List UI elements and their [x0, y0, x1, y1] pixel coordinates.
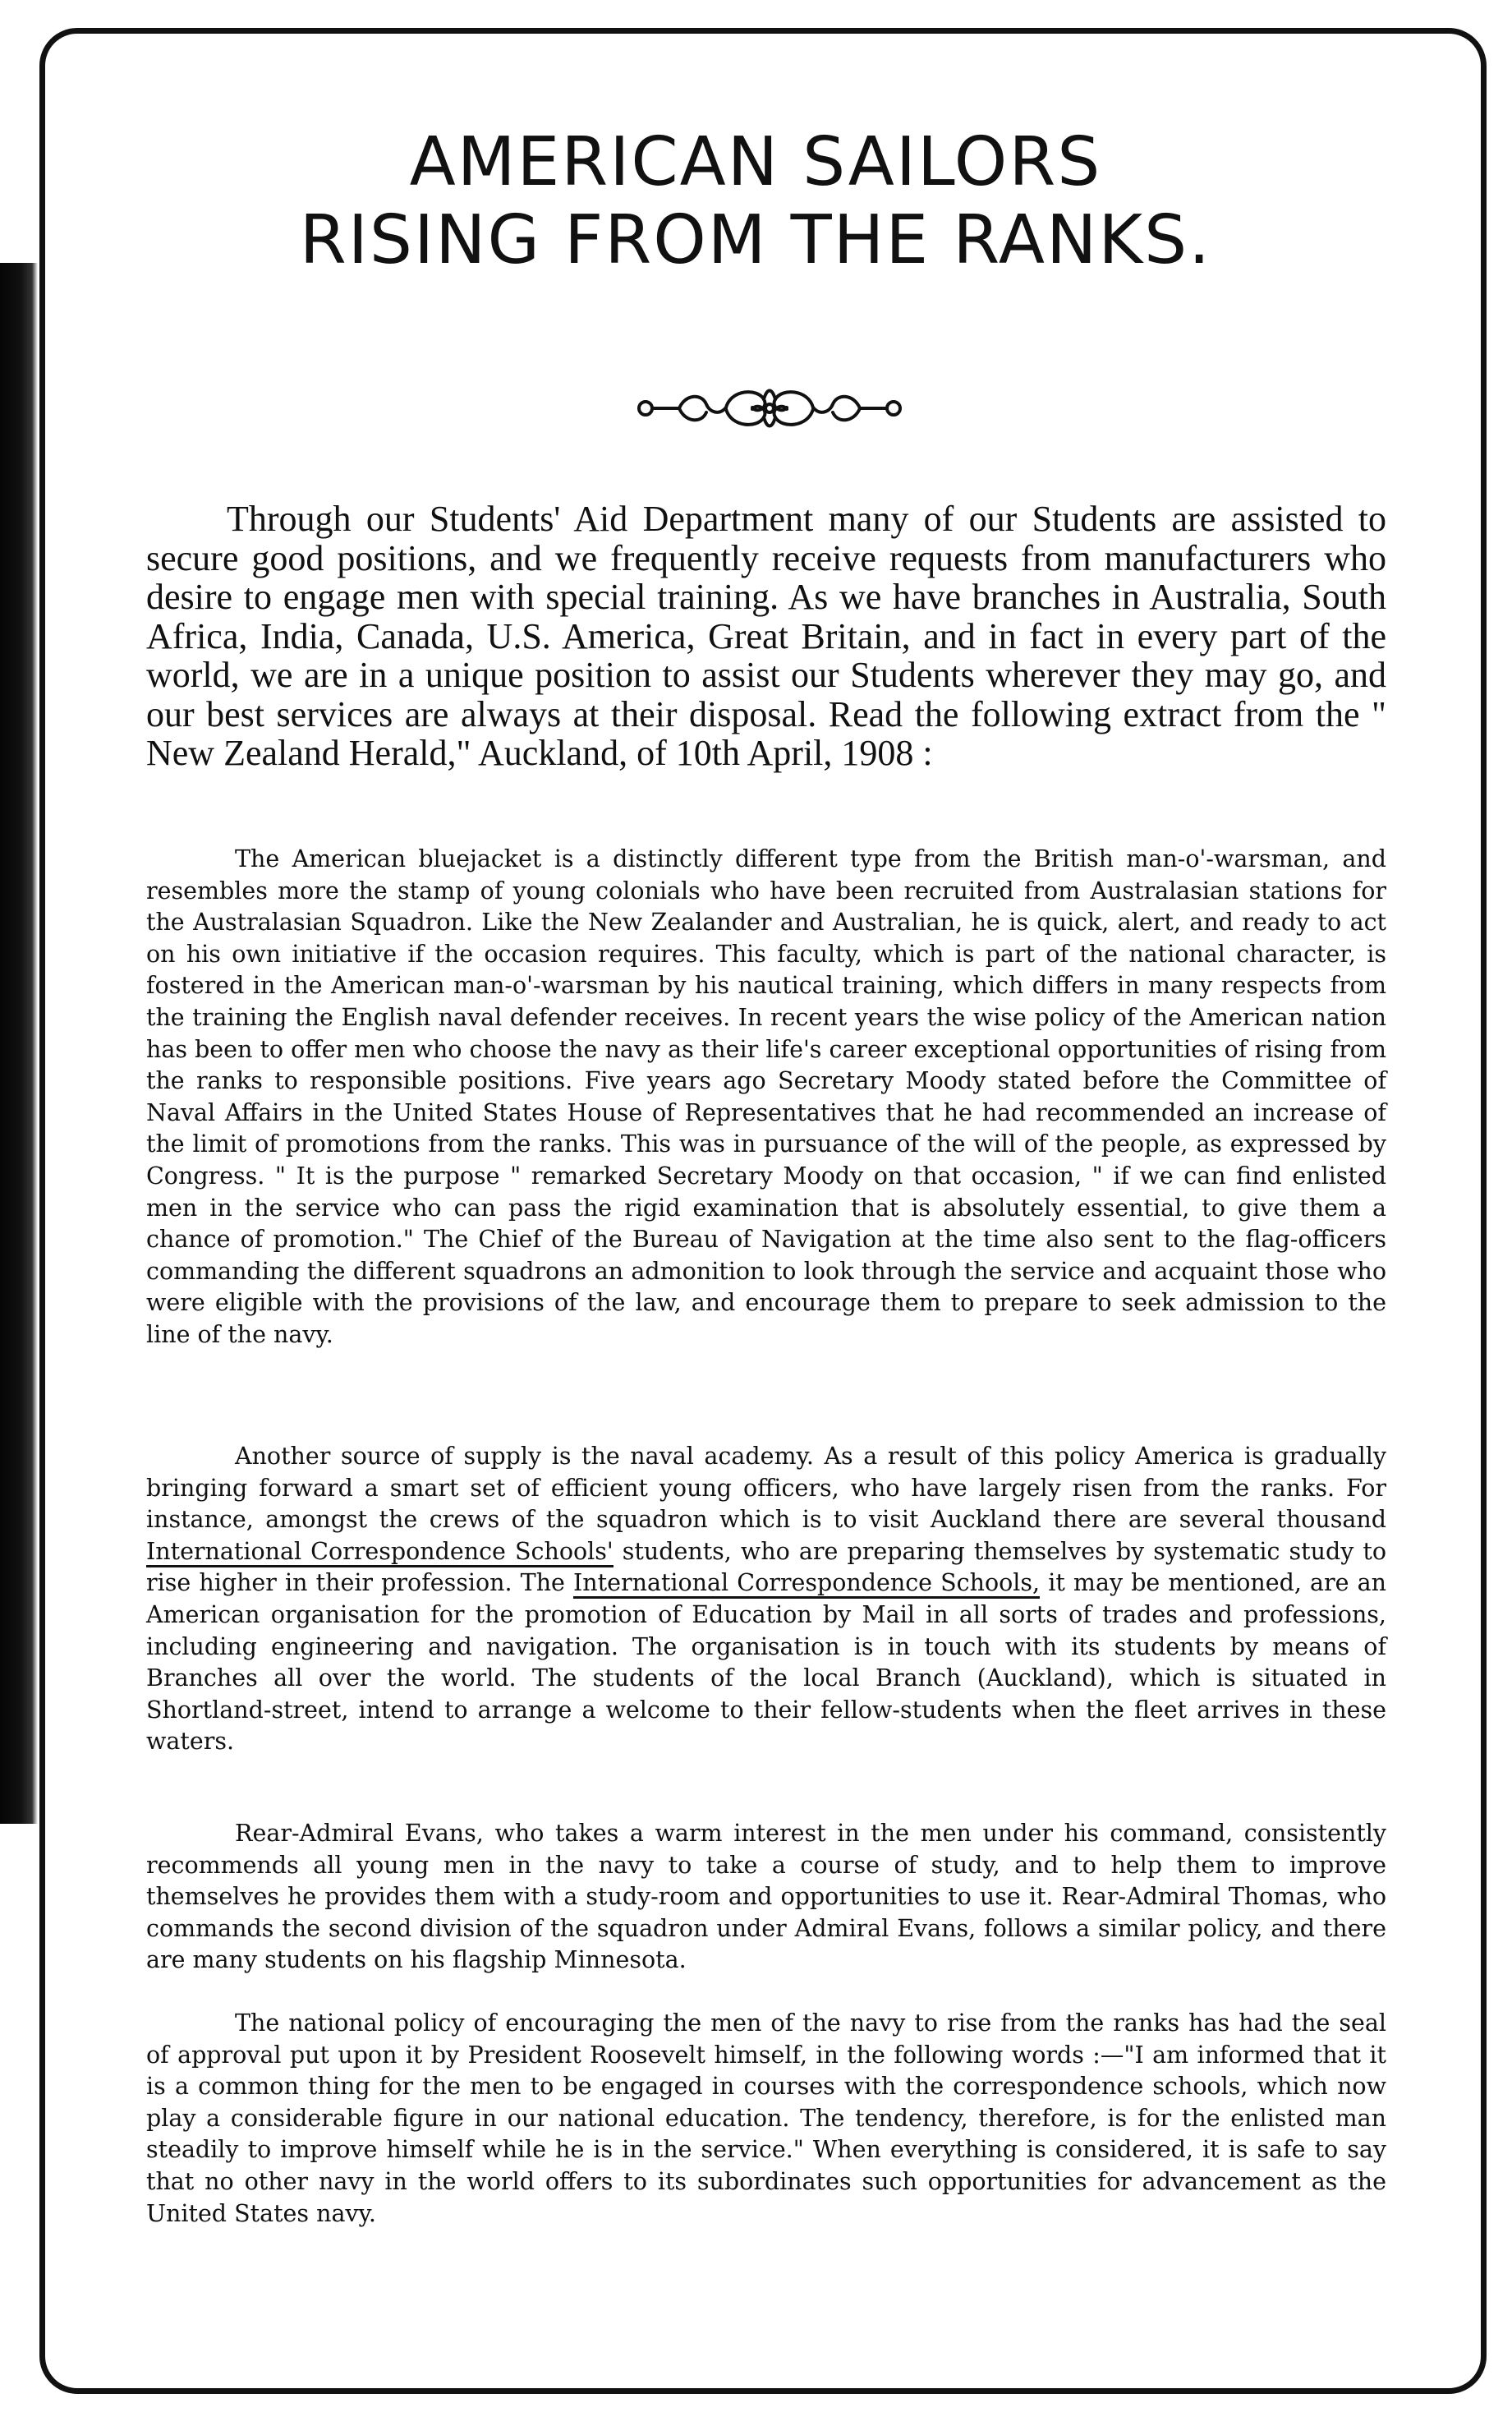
- intro-paragraph: Through our Students' Aid Department many of our Students are assisted to secure good positions, and we frequently receive requests from manufacturers who desire to engage men with special training. As we have branches in Australia, South Africa, India, Canada, U.S. America, Great Britain, and in fact in every part of the world, we are in a unique position to assist our Students wherever they may go, and our best services are always at their disposal. Read the following extract from the " New Zealand Herald," Auckland, of 10th April, 1908 :: [146, 499, 1386, 773]
- title-line-2: RISING FROM THE RANKS.: [299, 201, 1212, 280]
- paragraph-2-text-b: students, who are preparing themselves by systematic study to rise higher in their profession. The: [146, 1537, 1386, 1597]
- bound-spine-edge: [0, 263, 38, 1824]
- paragraph-2-text-c: it may be mentioned, are an American organisation for the promotion of Education by Mail in all sorts of trades and professions, including engineering and navigation. The organisation is in touch with its students by means of Branches all over the world. The students of the local Branch (Auckland), which is situated in Shortland-street, intend to arrange a welcome to their fellow-students when the fleet arrives in these waters.: [146, 1569, 1386, 1756]
- ics-underlined-phrase-1: International Correspondence Schools': [146, 1538, 614, 1567]
- article-paragraph-2: [146, 1441, 1386, 1758]
- paragraph-2-text-a: Another source of supply is the naval academy. As a result of this policy America is gradually bringing forward a smart set of efficient young officers, who have largely risen from the ranks. For instance, amongst the crews of the squadron which is to visit Auckland there are several thousand: [146, 1443, 1386, 1534]
- title-line-1: AMERICAN SAILORS: [409, 123, 1102, 201]
- article-paragraph-1: The American bluejacket is a distinctly different type from the British man-o'-warsman, and resembles more the stamp of young colonials who have been recruited from Australasian stations for the Australasian Squadron. Like the New Zealander and Australian, he is quick, alert, and ready to act on his own initiative if the occasion requires. This faculty, which is part of the national character, is fostered in the American man-o'-warsman by his nautical training, which differs in many respects from the training the English naval defender receives. In recent years the wise policy of the American nation has been to offer men who choose the navy as their life's career exceptional opportunities of rising from the ranks to responsible positions. Five years ago Secretary Moody stated before the Committee of Naval Affairs in the United States House of Representatives that he had recommended an increase of the limit of promotions from the ranks. This was in pursuance of the will of the people, as expressed by Congress. " It is the purpose " remarked Secretary Moody on that occasion, " if we can find enlisted men in the service who can pass the rigid examination that is absolutely essential, to give them a chance of promotion." The Chief of the Bureau of Navigation at the time also sent to the flag-officers commanding the different squadrons an admonition to look through the service and acquaint those who were eligible with the provisions of the law, and encourage them to prepare to seek admission to the line of the navy.: [146, 845, 1386, 1348]
- article-paragraph-3: Rear-Admiral Evans, who takes a warm interest in the men under his command, consistently recommends all young men in the navy to take a course of study, and to help them to improve themselves he provides them with a study-room and opportunities to use it. Rear-Admiral Thomas, who commands the second division of the squadron under Admiral Evans, follows a similar policy, and there are many students on his flagship Minnesota.: [146, 1820, 1386, 1974]
- scroll-ornament-icon: [634, 380, 905, 437]
- article-paragraph-4: The national policy of encouraging the men of the navy to rise from the ranks has had the seal of approval put upon it by President Roosevelt himself, in the following words :—"I am informed that it is a common thing for the men to be engaged in courses with the correspondence schools, which now play a considerable figure in our national education. The tendency, therefore, is for the enlisted man steadily to improve himself while he is in the service." When everything is considered, it is safe to say that no other navy in the world offers to its subordinates such opportunities for advancement as the United States navy.: [146, 2009, 1386, 2227]
- ics-underlined-phrase-2: International Correspondence Schools,: [573, 1569, 1040, 1599]
- page-title: [99, 123, 1413, 279]
